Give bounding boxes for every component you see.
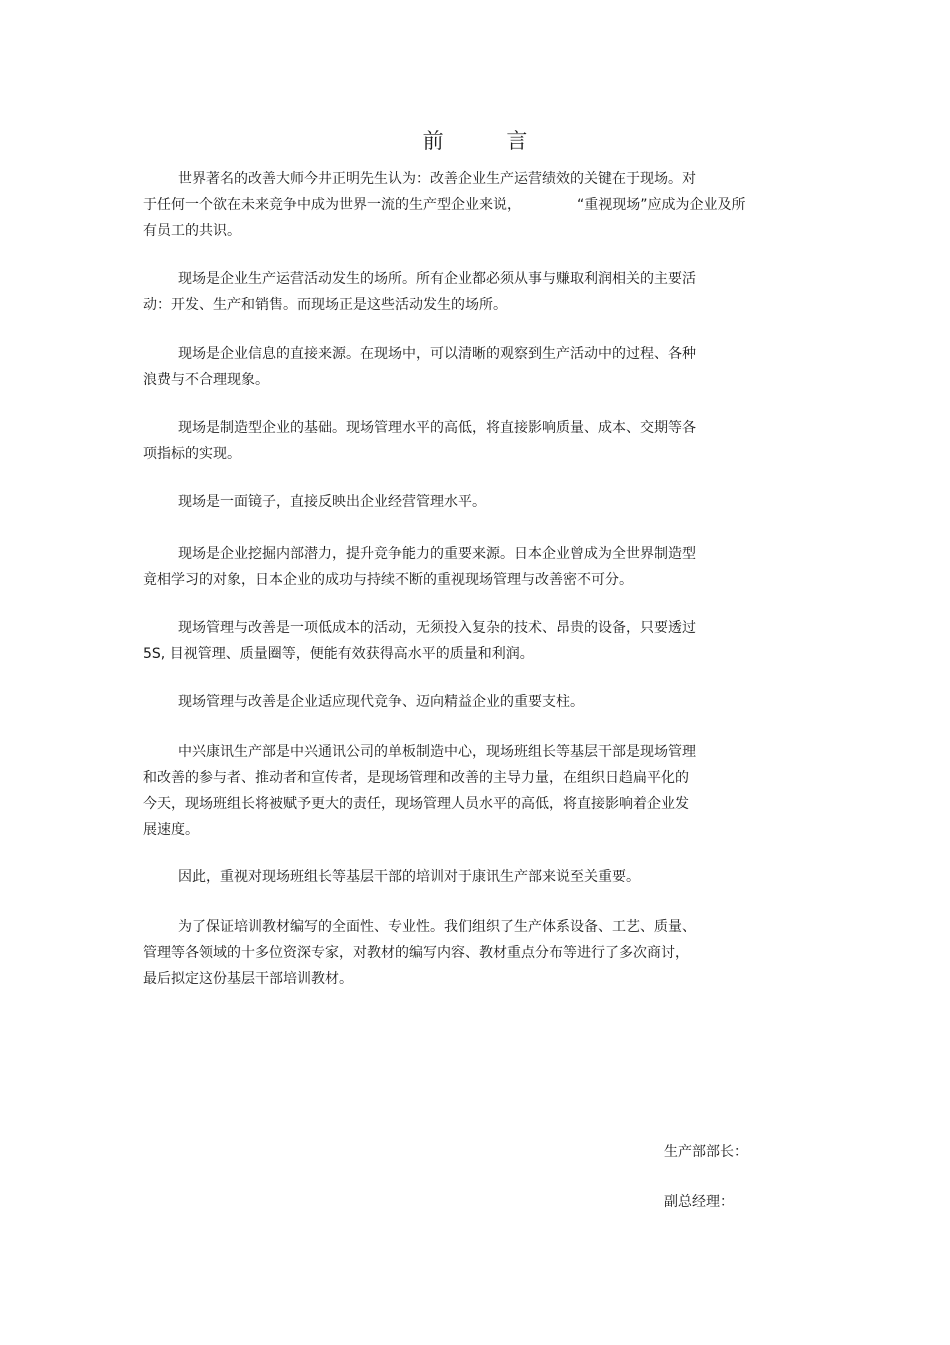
paragraph-line: 现场是一面镜子，直接反映出企业经营管理水平。 [178, 494, 486, 510]
paragraph-line: 世界著名的改善大师今井正明先生认为：改善企业生产运营绩效的关键在于现场。对 [178, 171, 696, 187]
paragraph-line: 项指标的实现。 [143, 446, 241, 462]
paragraph-line: 现场是企业挖掘内部潜力，提升竞争能力的重要来源。日本企业曾成为全世界制造型 [178, 546, 696, 562]
page-title: 前 言 [422, 129, 556, 153]
paragraph-line: 5S, 目视管理、质量圈等，便能有效获得高水平的质量和利润。 [143, 646, 534, 662]
paragraph-line: 今天，现场班组长将被赋予更大的责任，现场管理人员水平的高低，将直接影响着企业发 [143, 796, 689, 812]
paragraph-line: 动：开发、生产和销售。而现场正是这些活动发生的场所。 [143, 297, 507, 313]
paragraph-line [143, 192, 746, 218]
paragraph-intro [143, 166, 746, 244]
paragraph-line: 现场是企业信息的直接来源。在现场中，可以清晰的观察到生产活动中的过程、各种 [178, 346, 696, 362]
signature-deputy-manager: 副总经理： [664, 1194, 734, 1210]
paragraph-line: 现场管理与改善是企业适应现代竞争、迈向精益企业的重要支柱。 [178, 694, 584, 710]
paragraph-low-cost [143, 615, 696, 667]
paragraph-line-part: “重视现场”应成为企业及所 [577, 197, 746, 213]
paragraph-line: 浪费与不合理现象。 [143, 372, 269, 388]
paragraph-line: 因此，重视对现场班组长等基层干部的培训对于康讯生产部来说至关重要。 [178, 869, 640, 885]
paragraph-information-source [143, 341, 696, 393]
paragraph-training-importance [143, 864, 640, 890]
paragraph-line: 最后拟定这份基层干部培训教材。 [143, 971, 353, 987]
paragraph-line: 为了保证培训教材编写的全面性、专业性。我们组织了生产体系设备、工艺、质量、 [178, 919, 696, 935]
paragraph-line: 中兴康讯生产部是中兴通讯公司的单板制造中心，现场班组长等基层干部是现场管理 [178, 744, 696, 760]
paragraph-line: 有员工的共识。 [143, 223, 241, 239]
paragraph-mirror [143, 489, 486, 515]
paragraph-line: 现场管理与改善是一项低成本的活动，无须投入复杂的技术、昂贵的设备，只要透过 [178, 620, 696, 636]
paragraph-potential [143, 541, 696, 593]
paragraph-line: 和改善的参与者、推动者和宣传者，是现场管理和改善的主导力量，在组织日趋扁平化的 [143, 770, 689, 786]
paragraph-materials [143, 914, 696, 992]
paragraph-line: 竟相学习的对象，日本企业的成功与持续不断的重视现场管理与改善密不可分。 [143, 572, 633, 588]
paragraph-line: 现场是企业生产运营活动发生的场所。所有企业都必须从事与赚取利润相关的主要活 [178, 271, 696, 287]
paragraph-department [143, 739, 696, 843]
signature-production-head: 生产部部长： [664, 1144, 748, 1160]
paragraph-line: 管理等各领域的十多位资深专家，对教材的编写内容、教材重点分布等进行了多次商讨， [143, 945, 689, 961]
paragraph-manufacturing-foundation [143, 415, 696, 467]
paragraph-line-part: 于任何一个欲在未来竞争中成为世界一流的生产型企业来说， [143, 197, 521, 213]
paragraph-line: 展速度。 [143, 822, 199, 838]
paragraph-line: 现场是制造型企业的基础。现场管理水平的高低，将直接影响质量、成本、交期等各 [178, 420, 696, 436]
paragraph-workplace-activities [143, 266, 696, 318]
paragraph-pillar [143, 689, 584, 715]
